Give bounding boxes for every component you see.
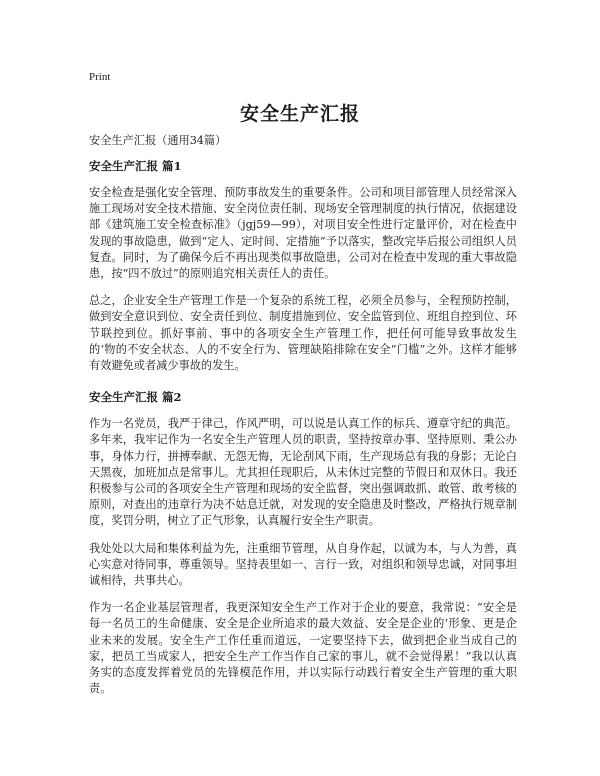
body-paragraph: 作为一名党员，我严于律己，作风严明，可以说是认真工作的标兵、遵章守纪的典范。多年来，我牢记作为一名安全生产管理人员的职责，坚持按章办事、坚持原则、秉公办事，身体力行，拼搏奉献、无怨无悔，无论刮风下雨，生产现场总有我的身影；无论白天黑夜，加班加点是常事儿。尤其担任现职后，从未休过完整的节假日和双休日。我还积极参与公司的各项安全生产管理和现场的安全监督，突出强调敢抓、敢管、敢考核的原则，对查出的违章行为决不姑息迁就，对发现的安全隐患及时整改，严格执行规章制度，奖罚分明，树立了正气形象，认真履行安全生产职责。 — [89, 417, 517, 528]
body-paragraph: 安全检查是强化安全管理、预防事故发生的重要条件。公司和项目部管理人员经常深入施工现场对安全技术措施、安全岗位责任制、现场安全管理制度的执行情况，依据建设部《建筑施工安全检查标准》（jgj59—99），对项目安全性进行定量评价，对在检查中发现的事故隐患，做到“定人、定时间、定措施”予以落实，整改完毕后报公司组织人员复查。同时，为了确保今后不再出现类似事故隐患，公司对在检查中发现的重大事故隐患，按“四不放过”的原则追究相关责任人的责任。 — [89, 186, 517, 281]
document-body — [89, 158, 517, 708]
body-paragraph: 总之，企业安全生产管理工作是一个复杂的系统工程，必须全员参与，全程预防控制，做到安全意识到位、安全责任到位、制度措施到位、安全监管到位、班组自控到位、环节联控到位。抓好事前、事中的各项安全生产管理工作，把任何可能导致事故发生的‘物的不安全状态、人的不安全行为、管理缺陷排除在安全“门槛”之外。这样才能够有效避免或者减少事故的发生。 — [89, 294, 517, 373]
body-paragraph: 我处处以大局和集体利益为先，注重细节管理，从自身作起，以诚为本，与人为善，真心实意对待同事，尊重领导。坚持表里如一、言行一致，对组织和领导忠诚，对同事坦诚相待，共事共心。 — [89, 541, 517, 588]
section-heading: 安全生产汇报 篇2 — [89, 390, 182, 405]
page-title: 安全生产汇报 — [239, 103, 360, 125]
document-subtitle: 安全生产汇报（通用34篇） — [89, 134, 227, 147]
body-paragraph: 作为一名企业基层管理者，我更深知安全生产工作对于企业的要意，我常说：“安全是每一名员工的生命健康、安全是企业所追求的最大效益、安全是企业的‘形象、更是企业未来的发展。安全生产工作任重而道远，一定要坚持下去，做到把企业当成自己的家，把员工当成家人，把安全生产工作当作自己家的事儿，就不会觉得累！”我以认真务实的态度发挥着党员的先锋模范作用，并以实际行动践行着安全生产管理的重大职责。 — [89, 601, 517, 696]
section-heading: 安全生产汇报 篇1 — [89, 159, 182, 173]
print-label: Print — [89, 71, 111, 83]
